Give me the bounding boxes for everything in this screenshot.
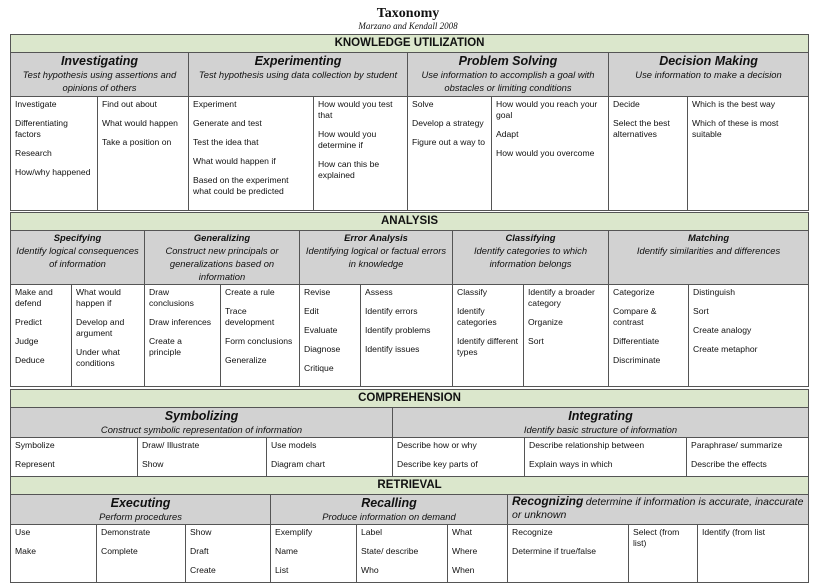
verb-item: Draw inferences <box>149 317 212 327</box>
verb-item: Label <box>361 527 383 537</box>
verb-item: Distinguish <box>693 287 736 297</box>
knowledge-utilization-table <box>10 34 809 211</box>
verb-item: Figure out a way to <box>412 137 486 147</box>
category-description: Identify categories to which information belongs <box>473 245 588 269</box>
category-description: Identifying logical or factual errors in knowledge <box>305 245 447 269</box>
category-integrating <box>393 408 809 438</box>
verb-item: Generalize <box>225 355 267 365</box>
verb-item: Draft <box>190 546 209 556</box>
verb-item: Form conclusions <box>225 336 293 346</box>
category-matching <box>609 231 809 285</box>
verb-item: What would happen if <box>193 156 276 166</box>
verb-item: Describe relationship between <box>529 440 645 450</box>
verb-list <box>689 285 809 387</box>
verb-item: Paraphrase/ summarize <box>691 440 783 450</box>
verb-item: Differentiate <box>613 336 660 346</box>
verb-item: How/why happened <box>15 167 91 177</box>
category-generalizing <box>145 231 300 285</box>
verb-item: When <box>452 565 475 575</box>
verb-item: Which of these is most suitable <box>692 118 779 139</box>
verb-item: Use <box>15 527 31 537</box>
level-heading: RETRIEVAL <box>11 477 809 495</box>
category-name: Integrating <box>568 409 633 423</box>
category-name: Recognizing <box>512 494 584 508</box>
verb-item: Solve <box>412 99 434 109</box>
category-description: Use information to accomplish a goal with obstacles or limiting conditions <box>421 69 595 93</box>
verb-list <box>609 97 688 211</box>
verb-item: Describe how or why <box>397 440 477 450</box>
verb-item: Draw conclusions <box>149 287 194 308</box>
verb-list <box>98 97 189 211</box>
verb-list <box>492 97 609 211</box>
retrieval-table <box>10 476 809 583</box>
verb-list <box>525 438 687 478</box>
page-subtitle: Marzano and Kendall 2008 <box>358 21 458 31</box>
verb-item: Recognize <box>512 527 553 537</box>
comprehension-table <box>10 389 809 478</box>
verb-item: Describe key parts of <box>397 459 478 469</box>
category-description: Test hypothesis using assertions and opinions of others <box>22 69 177 93</box>
verb-list <box>145 285 221 387</box>
category-name: Error Analysis <box>344 232 408 243</box>
verb-item: Generate and test <box>193 118 262 128</box>
analysis-table <box>10 212 809 387</box>
category-experimenting <box>189 53 408 97</box>
category-name: Problem Solving <box>458 54 558 68</box>
verb-item: Who <box>361 565 379 575</box>
verb-item: Identify problems <box>365 325 431 335</box>
verb-list <box>361 285 453 387</box>
verb-list <box>393 438 525 478</box>
verb-item: Create a principle <box>149 336 182 357</box>
category-executing <box>11 495 271 525</box>
verb-list <box>11 438 138 478</box>
verb-item: Diagram chart <box>271 459 325 469</box>
verb-item: Investigate <box>15 99 57 109</box>
verb-item: What <box>452 527 473 537</box>
verb-list <box>221 285 300 387</box>
verb-list <box>97 525 186 583</box>
verb-item: Identify issues <box>365 344 420 354</box>
verb-item: Create a rule <box>225 287 275 297</box>
category-name: Specifying <box>53 232 102 243</box>
level-heading: ANALYSIS <box>11 213 809 231</box>
verb-item: Critique <box>304 363 334 373</box>
verb-item: Symbolize <box>15 440 55 450</box>
page-title: Taxonomy <box>376 6 440 21</box>
category-name: Executing <box>110 496 171 510</box>
verb-item: Identify (from list <box>702 527 766 537</box>
verb-list <box>189 97 314 211</box>
category-classifying <box>453 231 609 285</box>
verb-item: Make <box>15 546 37 556</box>
category-problem-solving <box>408 53 609 97</box>
verb-item: How would you reach your goal <box>496 99 598 120</box>
verb-item: Describe the effects <box>691 459 767 469</box>
verb-item: Identify errors <box>365 306 418 316</box>
verb-item: How would you determine if <box>318 129 377 150</box>
category-name: Symbolizing <box>164 409 239 423</box>
category-description: Perform procedures <box>99 511 182 522</box>
category-recognizing <box>508 495 809 525</box>
category-specifying <box>11 231 145 285</box>
verb-item: Create metaphor <box>693 344 758 354</box>
verb-item: Exemplify <box>275 527 313 537</box>
verb-item: Determine if true/false <box>512 546 597 556</box>
verb-item: Identify a broader category <box>528 287 595 308</box>
category-recalling <box>271 495 508 525</box>
verb-list <box>609 285 689 387</box>
verb-item: Research <box>15 148 52 158</box>
category-description: Identify similarities and differences <box>636 245 781 256</box>
verb-item: Develop and argument <box>76 317 125 338</box>
verb-item: Discriminate <box>613 355 661 365</box>
verb-item: List <box>275 565 289 575</box>
verb-item: Demonstrate <box>101 527 151 537</box>
category-decision-making <box>609 53 809 97</box>
category-name: Investigating <box>60 54 139 68</box>
verb-item: Experiment <box>193 99 237 109</box>
verb-item: Under what conditions <box>76 347 120 368</box>
verb-list <box>448 525 508 583</box>
verb-item: How would you overcome <box>496 148 595 158</box>
level-heading: KNOWLEDGE UTILIZATION <box>11 35 809 53</box>
verb-list <box>698 525 809 583</box>
verb-list <box>314 97 408 211</box>
verb-item: Based on the experiment what could be predicted <box>193 175 289 196</box>
verb-item: Test the idea that <box>193 137 259 147</box>
verb-item: Find out about <box>102 99 157 109</box>
verb-item: Complete <box>101 546 138 556</box>
verb-item: Draw/ Illustrate <box>142 440 200 450</box>
verb-item: Select (from list) <box>633 527 680 548</box>
verb-item: Categorize <box>613 287 655 297</box>
verb-list <box>524 285 609 387</box>
category-description: Construct new principals or generalizations based on information <box>165 245 279 282</box>
verb-list <box>138 438 267 478</box>
verb-item: Select the best alternatives <box>613 118 670 139</box>
verb-item: Trace development <box>225 306 275 327</box>
verb-item: Develop a strategy <box>412 118 484 128</box>
verb-list <box>688 97 809 211</box>
verb-item: Differentiating factors <box>15 118 68 139</box>
verb-list <box>300 285 361 387</box>
verb-item: Create <box>190 565 216 575</box>
verb-item: Judge <box>15 336 39 346</box>
verb-item: Adapt <box>496 129 519 139</box>
verb-list <box>267 438 393 478</box>
verb-item: Sort <box>693 306 709 316</box>
category-description: Produce information on demand <box>322 511 456 522</box>
category-name: Recalling <box>361 496 417 510</box>
verb-item: Represent <box>15 459 55 469</box>
category-symbolizing <box>11 408 393 438</box>
verb-item: Decide <box>613 99 640 109</box>
verb-item: How would you test that <box>318 99 393 120</box>
verb-item: State/ describe <box>361 546 419 556</box>
verb-item: Classify <box>457 287 488 297</box>
category-description: Use information to make a decision <box>635 69 782 80</box>
verb-item: Show <box>190 527 212 537</box>
verb-item: Identify different types <box>457 336 518 357</box>
verb-list <box>186 525 271 583</box>
category-description: Construct symbolic representation of information <box>100 424 303 435</box>
verb-item: What would happen <box>102 118 178 128</box>
verb-list <box>11 97 98 211</box>
category-error-analysis <box>300 231 453 285</box>
category-name: Decision Making <box>659 54 758 68</box>
verb-list <box>508 525 629 583</box>
category-name: Classifying <box>505 232 556 243</box>
verb-item: Show <box>142 459 164 469</box>
category-investigating <box>11 53 189 97</box>
verb-item: How can this be explained <box>318 159 380 180</box>
verb-item: Where <box>452 546 478 556</box>
verb-list <box>408 97 492 211</box>
category-description: Test hypothesis using data collection by student <box>198 69 398 80</box>
verb-item: Name <box>275 546 298 556</box>
verb-item: What would happen if <box>76 287 121 308</box>
verb-item: Take a position on <box>102 137 172 147</box>
verb-item: Revise <box>304 287 331 297</box>
verb-item: Explain ways in which <box>529 459 613 469</box>
category-description: determine if information is accurate, inaccurate or unknown <box>512 496 804 521</box>
verb-list <box>11 285 72 387</box>
verb-list <box>72 285 145 387</box>
verb-list <box>11 525 97 583</box>
verb-item: Organize <box>528 317 563 327</box>
verb-item: Which is the best way <box>692 99 776 109</box>
verb-list <box>453 285 524 387</box>
verb-item: Sort <box>528 336 544 346</box>
category-description: Identify basic structure of information <box>523 424 678 435</box>
document-header <box>0 0 816 31</box>
verb-list <box>271 525 357 583</box>
category-name: Generalizing <box>193 232 251 243</box>
verb-item: Diagnose <box>304 344 341 354</box>
category-name: Experimenting <box>254 54 342 68</box>
verb-item: Evaluate <box>304 325 338 335</box>
category-name: Matching <box>687 232 730 243</box>
verb-item: Identify categories <box>457 306 497 327</box>
verb-item: Create analogy <box>693 325 752 335</box>
verb-list <box>687 438 809 478</box>
verb-list <box>357 525 448 583</box>
verb-item: Compare & contrast <box>613 306 657 327</box>
level-heading: COMPREHENSION <box>11 390 809 408</box>
verb-item: Deduce <box>15 355 45 365</box>
verb-item: Edit <box>304 306 319 316</box>
verb-item: Use models <box>271 440 317 450</box>
verb-item: Make and defend <box>15 287 53 308</box>
verb-list <box>629 525 698 583</box>
verb-item: Assess <box>365 287 393 297</box>
verb-item: Predict <box>15 317 42 327</box>
category-description: Identify logical consequences of information <box>16 245 139 269</box>
